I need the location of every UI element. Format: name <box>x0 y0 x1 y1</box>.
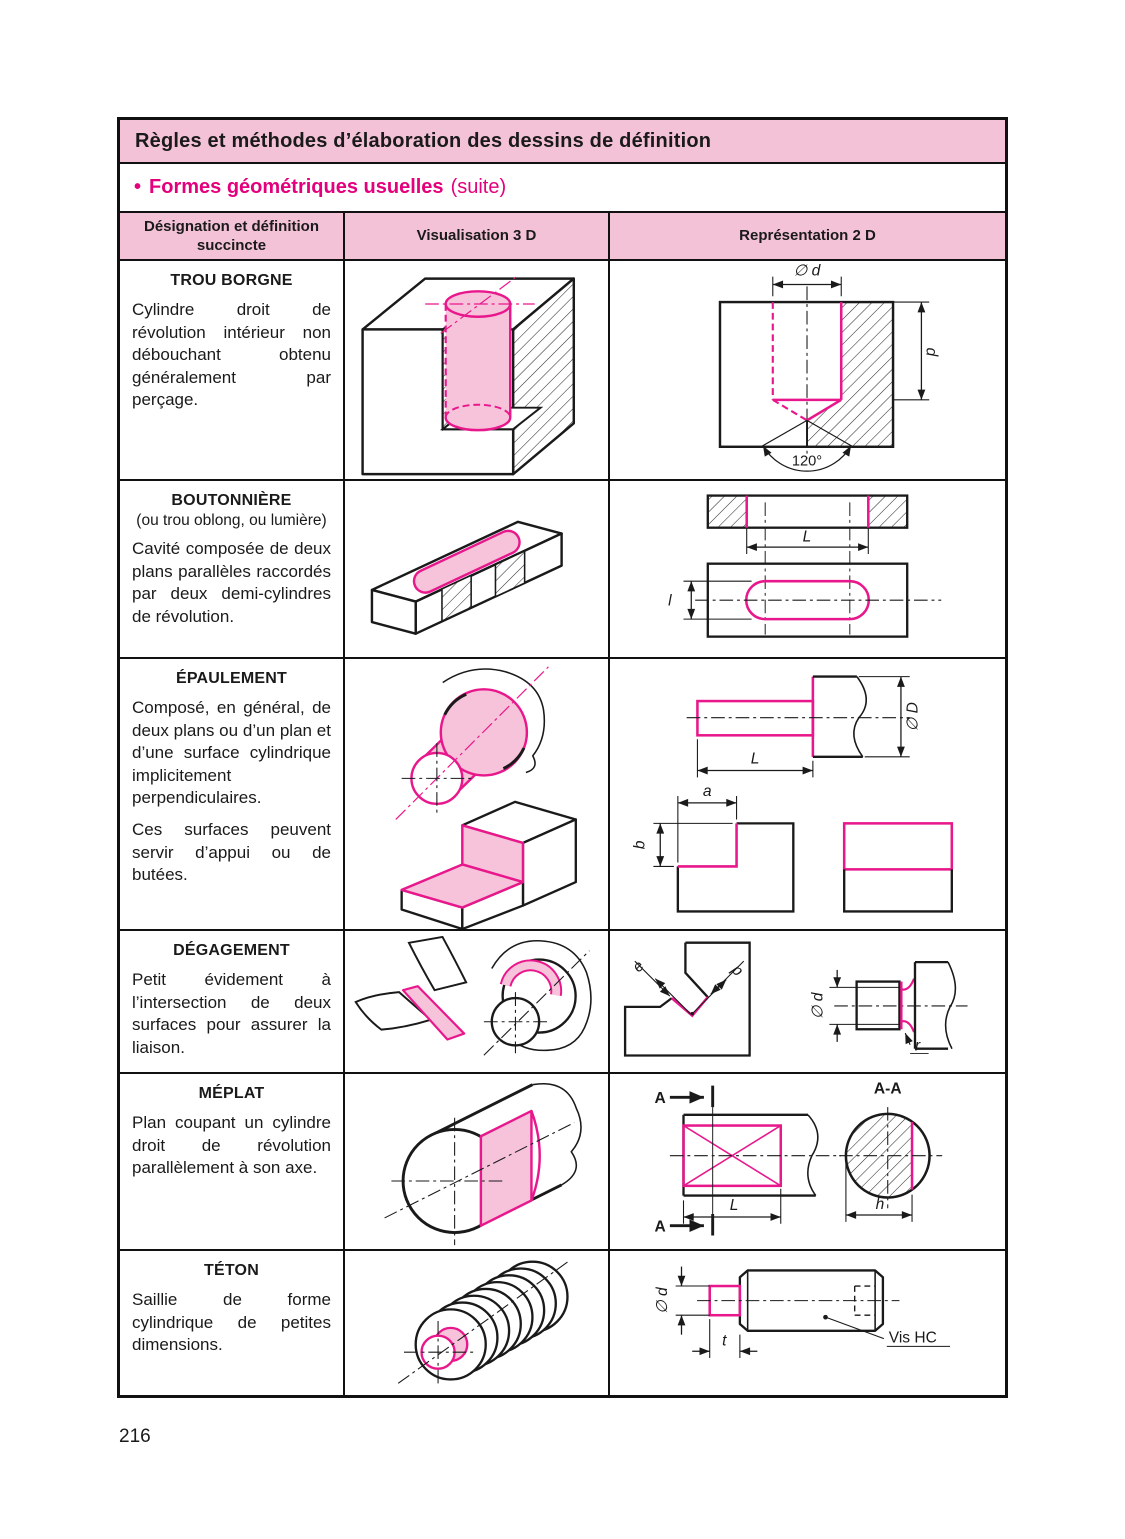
cell-desc-boutonniere <box>120 481 345 659</box>
bullet-icon: • <box>134 176 142 198</box>
row-title: TROU BORGNE <box>170 272 293 289</box>
section-subtitle-band <box>120 164 1005 213</box>
dim-label-L: L <box>729 1197 739 1215</box>
cell-2d-trou-borgne <box>610 261 1005 481</box>
section-subtitle-suffix: (suite) <box>450 176 507 198</box>
callout-vis-hc: Vis HC <box>888 1329 937 1347</box>
figure-2d-degagement <box>610 931 1005 1074</box>
figure-3d-boutonniere <box>345 481 608 659</box>
row-paragraph: Ces surfaces peuvent servir d’appui ou de butées. <box>132 820 331 885</box>
row-paragraph: Cavité composée de deux plans parallèles raccordés par deux demi-cylindres de révolution. <box>132 539 331 626</box>
section-label-A-top: A <box>654 1090 666 1108</box>
page-title: Règles et méthodes d’élaboration des dessins de définition <box>135 129 712 152</box>
dim-label-p: p <box>728 961 747 980</box>
cell-3d-degagement <box>345 931 610 1074</box>
cell-desc-meplat <box>120 1074 345 1251</box>
dim-label-r: r <box>914 1037 921 1055</box>
cell-3d-meplat <box>345 1074 610 1251</box>
figure-3d-teton <box>345 1251 608 1395</box>
dim-label-L: L <box>802 528 812 546</box>
figure-3d-degagement <box>345 931 608 1074</box>
row-paragraph: Petit évidement à l’intersection de deux surfaces pour assurer la liaison. <box>132 970 331 1057</box>
column-header-visualisation-3d: Visualisation 3 D <box>345 213 610 261</box>
cell-3d-epaulement <box>345 659 610 931</box>
dim-label-diameter-D: ∅ D <box>904 702 922 732</box>
dim-label-t: t <box>722 1332 727 1350</box>
row-subtitle: (ou trou oblong, ou lumière) <box>136 512 327 529</box>
figure-3d-epaulement <box>345 659 608 931</box>
section-label-A-A: A-A <box>873 1080 902 1098</box>
section-label-A-bottom: A <box>654 1218 666 1236</box>
column-header-designation: Désignation et définition succincte <box>120 213 345 261</box>
cell-2d-meplat <box>610 1074 1005 1251</box>
cell-desc-epaulement <box>120 659 345 931</box>
cell-desc-trou-borgne <box>120 261 345 481</box>
figure-3d-meplat <box>345 1074 608 1251</box>
row-title: DÉGAGEMENT <box>173 942 290 959</box>
dim-label-L: L <box>750 750 760 768</box>
row-paragraph: Composé, en général, de deux plans ou d’un plan et d’une surface cylindrique implicitement perpendiculaires. <box>132 698 331 808</box>
row-title: ÉPAULEMENT <box>175 670 288 687</box>
cell-2d-epaulement <box>610 659 1005 931</box>
dim-label-diameter-d: ∅ d <box>793 262 821 280</box>
cell-3d-trou-borgne <box>345 261 610 481</box>
cell-3d-teton <box>345 1251 610 1395</box>
figure-2d-epaulement <box>610 659 1005 931</box>
angle-label-120: 120° <box>791 453 823 470</box>
dim-label-p: p <box>922 347 940 357</box>
row-paragraph: Plan coupant un cylindre droit de révolution parallèlement à son axe. <box>132 1113 331 1178</box>
dim-label-a: a <box>702 782 712 800</box>
row-title: BOUTONNIÈRE <box>171 492 292 509</box>
row-paragraph: Saillie de forme cylindrique de petites dimensions. <box>132 1290 331 1355</box>
dim-label-h: h <box>875 1196 885 1214</box>
dim-label-b: b <box>631 840 649 850</box>
figure-2d-boutonniere <box>610 481 1005 659</box>
cell-2d-degagement <box>610 931 1005 1074</box>
row-title: MÉPLAT <box>198 1085 265 1102</box>
figure-2d-meplat <box>610 1074 1005 1251</box>
column-header-representation-2d: Représentation 2 D <box>610 213 1005 261</box>
page-number: 216 <box>119 1426 151 1447</box>
section-subtitle: Formes géométriques usuelles <box>149 176 444 198</box>
dim-label-l: l <box>668 592 672 610</box>
row-title: TÉTON <box>204 1262 259 1279</box>
definition-table <box>117 117 1008 1398</box>
figure-2d-teton <box>610 1251 1005 1395</box>
cell-2d-teton <box>610 1251 1005 1395</box>
page-title-band <box>120 120 1005 164</box>
cell-desc-teton <box>120 1251 345 1395</box>
dim-label-diameter-d: ∅ d <box>809 992 827 1020</box>
figure-2d-trou-borgne <box>610 261 1005 481</box>
dim-label-e: e <box>629 957 648 976</box>
dim-label-diameter-d: ∅ d <box>653 1287 671 1314</box>
cell-3d-boutonniere <box>345 481 610 659</box>
cell-2d-boutonniere <box>610 481 1005 659</box>
table-grid <box>120 213 1005 1395</box>
cell-desc-degagement <box>120 931 345 1074</box>
figure-3d-trou-borgne <box>345 261 608 481</box>
row-paragraph: Cylindre droit de révolution intérieur non débouchant obtenu généralement par perçage. <box>132 300 331 410</box>
